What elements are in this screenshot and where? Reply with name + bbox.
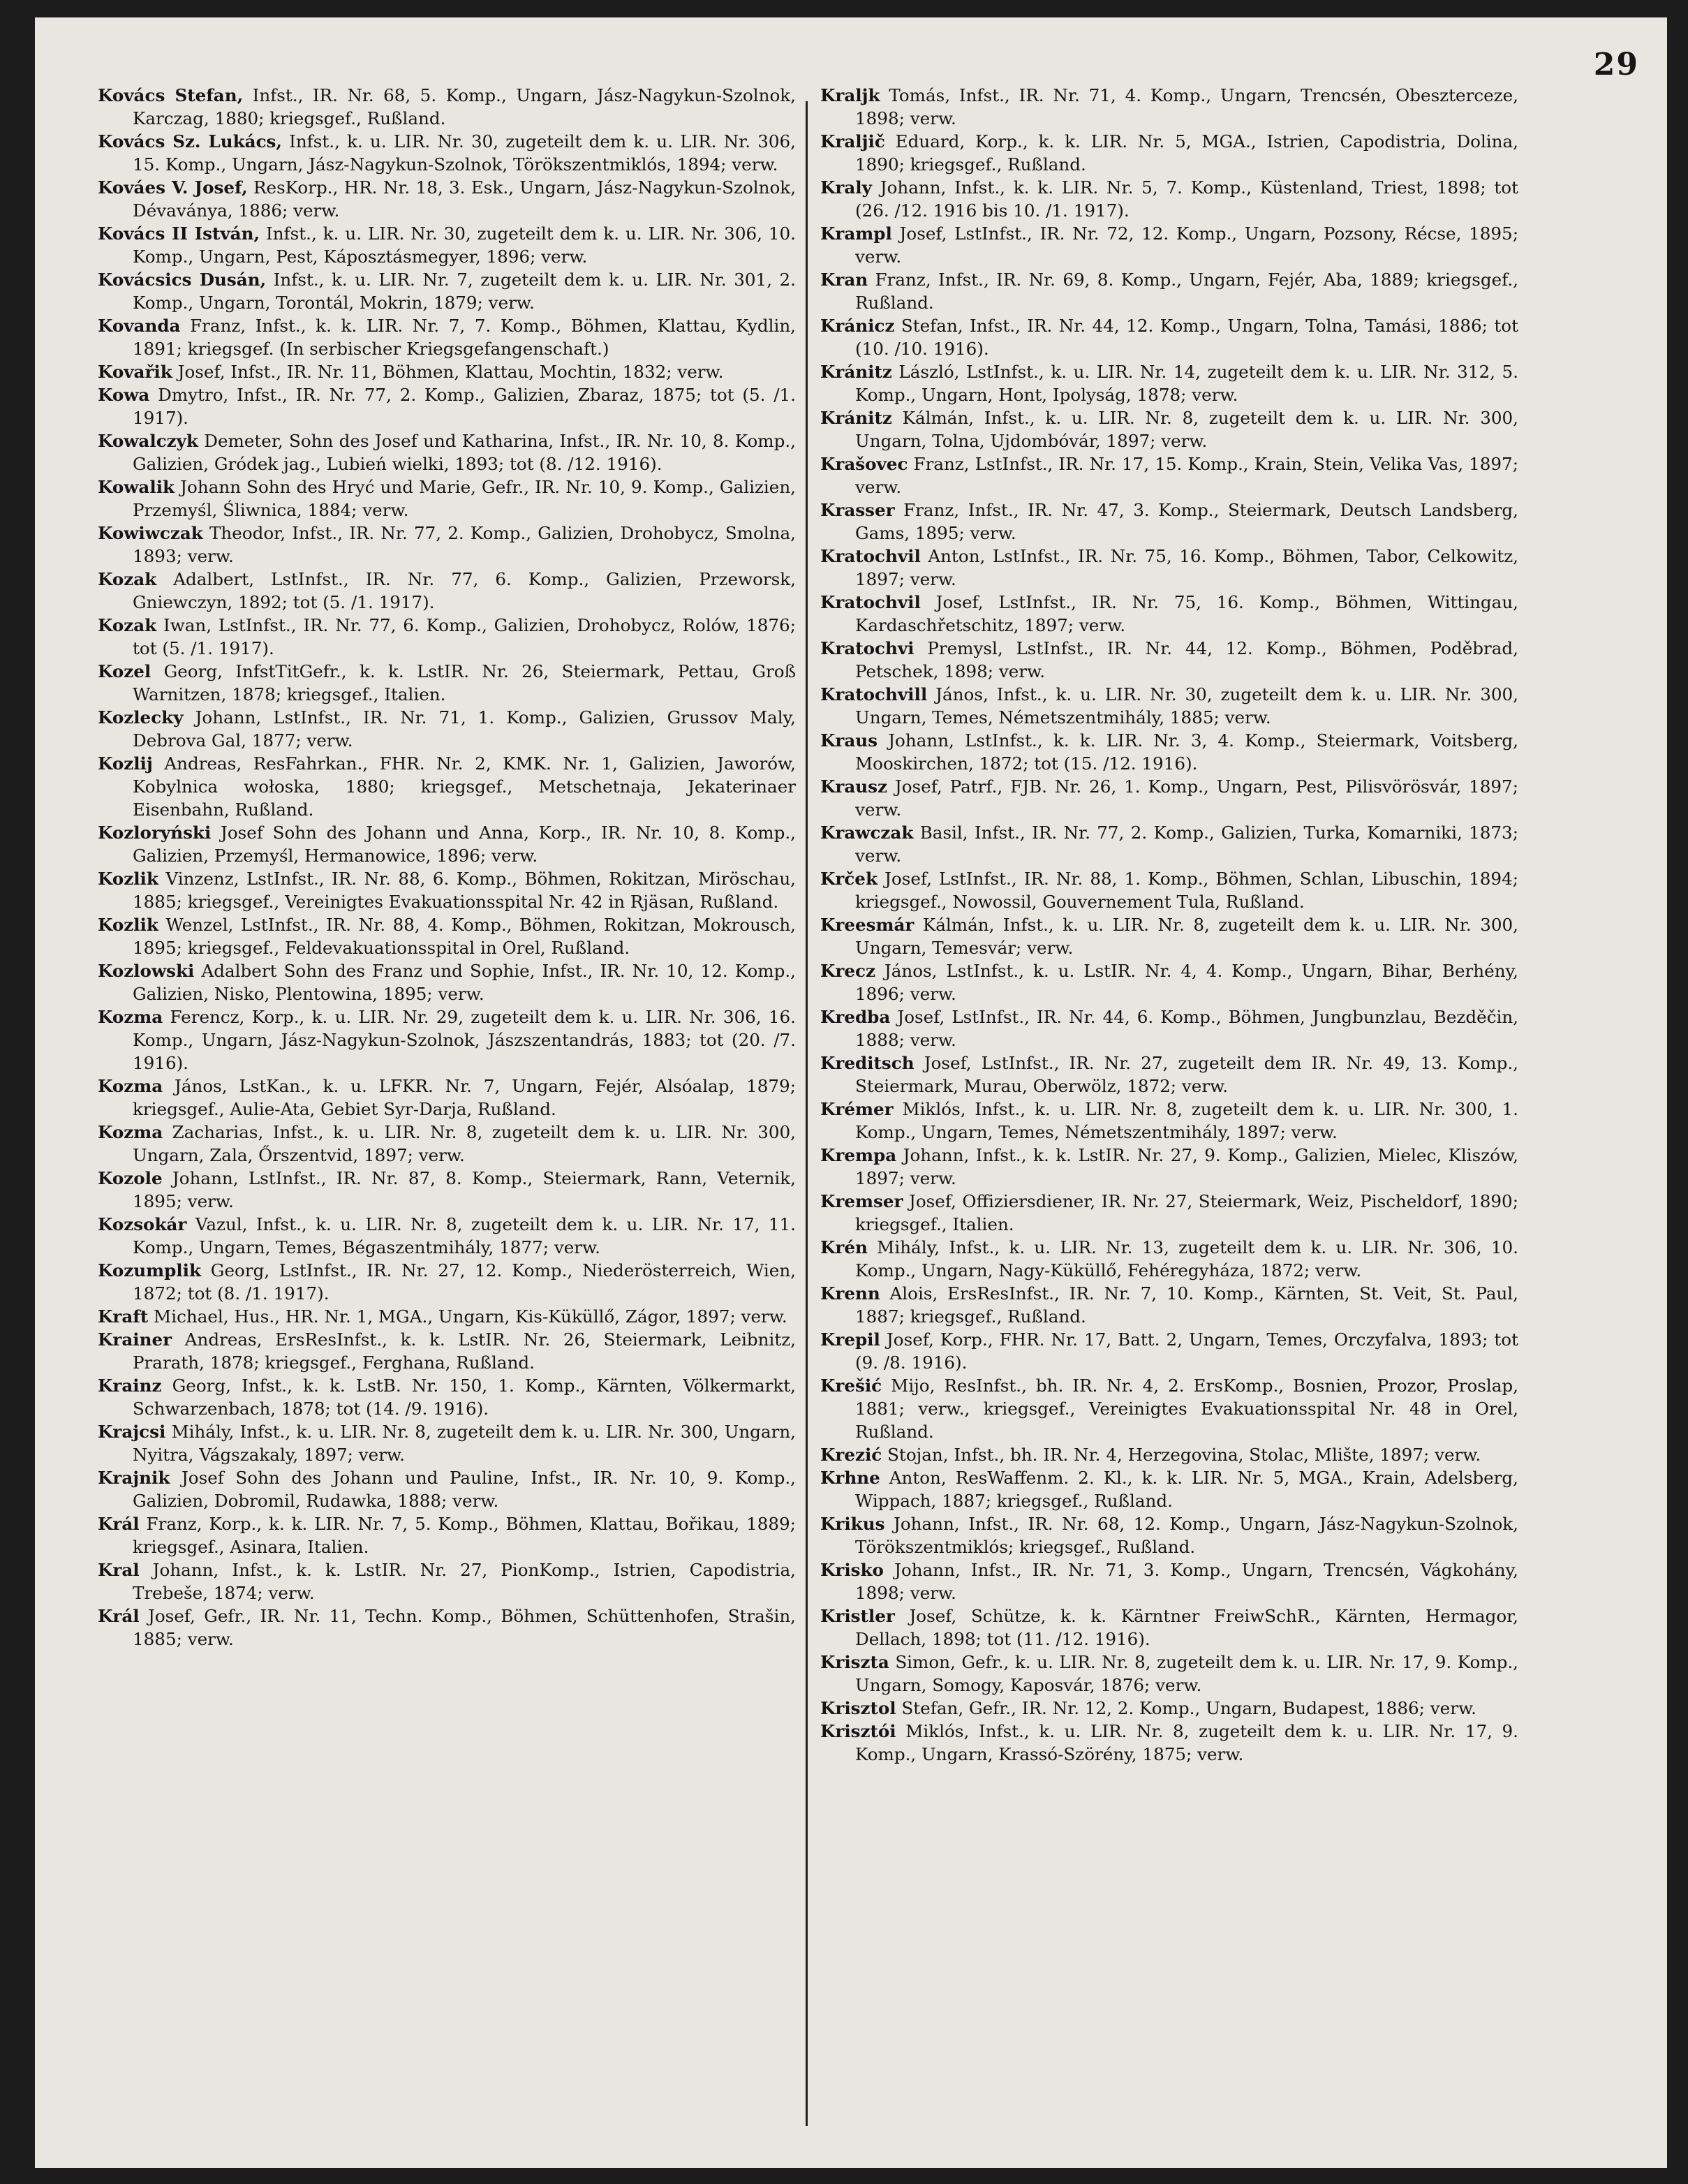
entry-details: Georg, Infst., k. k. LstB. Nr. 150, 1. Komp., Kärnten, Völkermarkt, Schwarzenbach, 1878; tot (14. /9. 1916). <box>133 1375 796 1419</box>
entry-details: Mihály, Infst., k. u. LIR. Nr. 13, zugeteilt dem k. u. LIR. Nr. 306, 10. Komp., Ungarn, Nagy-Küküllő, Fehéregyháza, 1872; verw. <box>855 1237 1518 1281</box>
entry-surname: Kozma <box>98 1007 163 1027</box>
entry-surname: Kreesmár <box>820 915 915 935</box>
entry-details: Josef, LstInfst., IR. Nr. 27, zugeteilt dem IR. Nr. 49, 13. Komp., Steiermark, Murau, Oberwölz, 1872; verw. <box>855 1053 1518 1096</box>
column-divider <box>806 101 808 2126</box>
register-entry <box>820 775 1518 821</box>
entry-surname: Kran <box>820 270 868 290</box>
register-entry <box>98 1259 796 1305</box>
register-entry <box>820 452 1518 499</box>
register-entry <box>98 383 796 429</box>
register-entry <box>820 1374 1518 1443</box>
entry-surname: Kratochvil <box>820 546 921 566</box>
entry-surname: Kral <box>98 1560 140 1580</box>
entry-details: Johann Sohn des Hryć und Marie, Gefr., IR. Nr. 10, 9. Komp., Galizien, Przemyśl, Śliwnica, 1884; verw. <box>133 477 796 520</box>
entry-details: Franz, Infst., k. k. LIR. Nr. 7, 7. Komp., Böhmen, Klattau, Kydlin, 1891; kriegsgef. (In serbischer Kriegsgefangenschaft.) <box>133 316 796 359</box>
register-entry <box>820 591 1518 637</box>
register-entry <box>98 84 796 130</box>
register-entry <box>98 429 796 475</box>
entry-details: Josef, LstInfst., IR. Nr. 44, 6. Komp., Böhmen, Jungbunzlau, Bezděčin, 1888; verw. <box>855 1007 1518 1050</box>
register-entry <box>98 660 796 706</box>
entry-details: Franz, Infst., IR. Nr. 69, 8. Komp., Ungarn, Fejér, Aba, 1889; kriegsgef., Rußland. <box>855 270 1518 313</box>
entry-details: Premysl, LstInfst., IR. Nr. 44, 12. Komp., Böhmen, Poděbrad, Petschek, 1898; verw. <box>855 638 1518 681</box>
register-entry <box>98 1604 796 1651</box>
register-entry <box>98 867 796 913</box>
entry-details: Georg, InfstTitGefr., k. k. LstIR. Nr. 26, Steiermark, Pettau, Groß Warnitzen, 1878; kriegsgef., Italien. <box>133 661 796 704</box>
entry-surname: Kriszta <box>820 1652 889 1672</box>
register-entry <box>820 1512 1518 1558</box>
entry-surname: Krasser <box>820 500 895 520</box>
entry-surname: Kránitz <box>820 362 892 382</box>
entry-details: Tomás, Infst., IR. Nr. 71, 4. Komp., Ungarn, Trencsén, Obeszterceze, 1898; verw. <box>855 85 1518 128</box>
register-entry <box>820 1720 1518 1766</box>
register-entry <box>820 84 1518 130</box>
entry-surname: Kovácsics Dusán, <box>98 270 267 290</box>
entry-details: Infst., k. u. LIR. Nr. 30, zugeteilt dem k. u. LIR. Nr. 306, 10. Komp., Ungarn, Pest, Káposztásmegyer, 1896; verw. <box>133 223 796 267</box>
register-entry <box>820 1558 1518 1604</box>
register-entry <box>820 1466 1518 1512</box>
right-column <box>820 84 1518 2157</box>
entry-details: Josef, Gefr., IR. Nr. 11, Techn. Komp., Böhmen, Schüttenhofen, Strašin, 1885; verw. <box>133 1606 796 1649</box>
entry-surname: Krisko <box>820 1560 884 1580</box>
register-entry <box>820 637 1518 683</box>
entry-details: Anton, ResWaffenm. 2. Kl., k. k. LIR. Nr. 5, MGA., Krain, Adelsberg, Wippach, 1887; kriegsgef., Rußland. <box>855 1468 1518 1511</box>
entry-surname: Kránitz <box>820 408 892 428</box>
entry-surname: Krawczak <box>820 822 914 843</box>
entry-details: Infst., k. u. LIR. Nr. 30, zugeteilt dem k. u. LIR. Nr. 306, 15. Komp., Ungarn, Jász-Nagykun-Szolnok, Törökszentmiklós, 1894; verw. <box>133 131 796 175</box>
register-entry <box>820 1144 1518 1190</box>
entry-details: Franz, Infst., IR. Nr. 47, 3. Komp., Steiermark, Deutsch Landsberg, Gams, 1895; verw. <box>855 500 1518 543</box>
entry-surname: Kozlik <box>98 869 158 889</box>
register-entry <box>820 1098 1518 1144</box>
entry-details: Iwan, LstInfst., IR. Nr. 77, 6. Komp., Galizien, Drohobycz, Rolów, 1876; tot (5. /1. 1917). <box>133 615 796 658</box>
entry-surname: Krisztói <box>820 1721 896 1741</box>
entry-surname: Kratochvill <box>820 684 928 704</box>
entry-details: Michael, Hus., HR. Nr. 1, MGA., Ungarn, Kis-Küküllő, Zágor, 1897; verw. <box>148 1306 787 1327</box>
entry-details: Kálmán, Infst., k. u. LIR. Nr. 8, zugeteilt dem k. u. LIR. Nr. 300, Ungarn, Tolna, Ujdombóvár, 1897; verw. <box>855 408 1518 451</box>
entry-surname: Kratochvi <box>820 638 915 658</box>
entry-details: Theodor, Infst., IR. Nr. 77, 2. Komp., Galizien, Drohobycz, Smolna, 1893; verw. <box>133 523 796 566</box>
entry-surname: Kraljič <box>820 131 885 152</box>
register-entry <box>98 706 796 752</box>
register-entry <box>820 314 1518 360</box>
register-entry <box>98 1466 796 1512</box>
entry-details: Mihály, Infst., k. u. LIR. Nr. 8, zugeteilt dem k. u. LIR. Nr. 300, Ungarn, Nyitra, Vágszakaly, 1897; verw. <box>133 1422 796 1465</box>
document-page <box>35 17 1667 2168</box>
entry-details: Vinzenz, LstInfst., IR. Nr. 88, 6. Komp., Böhmen, Rokitzan, Miröschau, 1885; kriegsgef., Vereinigtes Evakuationsspital Nr. 42 in Rjäsan, Rußland. <box>133 869 796 912</box>
entry-surname: Kristler <box>820 1606 895 1626</box>
register-entry <box>98 1374 796 1420</box>
entry-surname: Kozak <box>98 615 157 635</box>
entry-details: Josef, Korp., FHR. Nr. 17, Batt. 2, Ungarn, Temes, Orczyfalva, 1893; tot (9. /8. 1916). <box>855 1329 1518 1373</box>
entry-surname: Kovařik <box>98 362 172 382</box>
entry-surname: Krajnik <box>98 1468 170 1488</box>
register-entry <box>98 522 796 568</box>
entry-details: Eduard, Korp., k. k. LIR. Nr. 5, MGA., Istrien, Capodistria, Dolina, 1890; kriegsgef., Rußland. <box>855 131 1518 175</box>
entry-surname: Kozma <box>98 1122 163 1142</box>
register-entry <box>820 1005 1518 1052</box>
register-entry <box>820 821 1518 867</box>
entry-details: Alois, ErsResInfst., IR. Nr. 7, 10. Komp., Kärnten, St. Veit, St. Paul, 1887; kriegsgef., Rußland. <box>855 1283 1518 1327</box>
entry-details: László, LstInfst., k. u. LIR. Nr. 14, zugeteilt dem k. u. LIR. Nr. 312, 5. Komp., Ungarn, Hont, Ipolyság, 1878; verw. <box>855 362 1518 405</box>
entry-details: Josef, Patrf., FJB. Nr. 26, 1. Komp., Ungarn, Pest, Pilisvörösvár, 1897; verw. <box>855 776 1518 820</box>
entry-details: Simon, Gefr., k. u. LIR. Nr. 8, zugeteilt dem k. u. LIR. Nr. 17, 9. Komp., Ungarn, Somogy, Kaposvár, 1876; verw. <box>855 1652 1518 1695</box>
entry-surname: Krikus <box>820 1514 885 1534</box>
entry-surname: Krezić <box>820 1445 882 1465</box>
entry-surname: Kovács Sz. Lukács, <box>98 131 282 152</box>
entry-details: Vazul, Infst., k. u. LIR. Nr. 8, zugeteilt dem k. u. LIR. Nr. 17, 11. Komp., Ungarn, Temes, Bégaszentmihály, 1877; verw. <box>133 1214 796 1257</box>
entry-details: ResKorp., HR. Nr. 18, 3. Esk., Ungarn, Jász-Nagykun-Szolnok, Dévaványa, 1886; verw. <box>133 177 796 221</box>
entry-details: Johann, Infst., k. k. LstIR. Nr. 27, PionKomp., Istrien, Capodistria, Trebeše, 1874; verw. <box>133 1560 796 1603</box>
entry-surname: Král <box>98 1606 140 1626</box>
entry-surname: Kozma <box>98 1076 163 1096</box>
entry-surname: Krainz <box>98 1375 162 1396</box>
entry-surname: Kowalczyk <box>98 431 198 451</box>
entry-details: Franz, LstInfst., IR. Nr. 17, 15. Komp., Krain, Stein, Velika Vas, 1897; verw. <box>855 454 1518 497</box>
entry-details: Miklós, Infst., k. u. LIR. Nr. 8, zugeteilt dem k. u. LIR. Nr. 300, 1. Komp., Ungarn, Temes, Németszentmihály, 1897; verw. <box>855 1099 1518 1142</box>
entry-details: Josef Sohn des Johann und Pauline, Infst., IR. Nr. 10, 9. Komp., Galizien, Dobromil, Rudawka, 1888; verw. <box>133 1468 796 1511</box>
register-entry <box>820 959 1518 1005</box>
entry-surname: Kozsokár <box>98 1214 187 1234</box>
entry-surname: Kratochvil <box>820 592 921 612</box>
register-entry <box>820 1190 1518 1236</box>
entry-surname: Král <box>98 1514 140 1534</box>
register-entry <box>98 268 796 314</box>
entry-details: Zacharias, Infst., k. u. LIR. Nr. 8, zugeteilt dem k. u. LIR. Nr. 300, Ungarn, Zala, Őrszentvid, 1897; verw. <box>133 1122 796 1165</box>
entry-details: Josef, Infst., IR. Nr. 11, Böhmen, Klattau, Mochtin, 1832; verw. <box>172 362 724 382</box>
entry-surname: Krašovec <box>820 454 908 474</box>
entry-details: Demeter, Sohn des Josef und Katharina, Infst., IR. Nr. 10, 8. Komp., Galizien, Gródek jag., Lubień wielki, 1893; tot (8. /12. 1916). <box>133 431 796 474</box>
entry-surname: Krajcsi <box>98 1422 166 1442</box>
entry-details: Infst., k. u. LIR. Nr. 7, zugeteilt dem k. u. LIR. Nr. 301, 2. Komp., Ungarn, Torontál, Mokrin, 1879; verw. <box>133 270 796 313</box>
entry-details: Mijo, ResInfst., bh. IR. Nr. 4, 2. ErsKomp., Bosnien, Prozor, Proslap, 1881; verw., kriegsgef., Vereinigtes Evakuationsspital Nr. 48 in Orel, Rußland. <box>855 1375 1518 1442</box>
register-entry <box>820 1604 1518 1651</box>
register-entry <box>98 568 796 614</box>
entry-surname: Kovanda <box>98 316 181 336</box>
entry-details: János, Infst., k. u. LIR. Nr. 30, zugeteilt dem k. u. LIR. Nr. 300, Ungarn, Temes, Németszentmihály, 1885; verw. <box>855 684 1518 728</box>
register-entry <box>98 1167 796 1213</box>
entry-surname: Kowiwczak <box>98 523 203 543</box>
register-entry <box>98 959 796 1005</box>
register-entry <box>820 545 1518 591</box>
entry-details: Stojan, Infst., bh. IR. Nr. 4, Herzegovina, Stolac, Mlište, 1897; verw. <box>882 1445 1481 1465</box>
entry-surname: Kozak <box>98 569 157 589</box>
entry-surname: Kozloryński <box>98 822 212 843</box>
entry-details: Miklós, Infst., k. u. LIR. Nr. 8, zugeteilt dem k. u. LIR. Nr. 17, 9. Komp., Ungarn, Krassó-Szörény, 1875; verw. <box>855 1721 1518 1764</box>
register-entry <box>98 222 796 268</box>
entry-surname: Kozel <box>98 661 151 681</box>
entry-surname: Kozumplik <box>98 1260 202 1281</box>
entry-surname: Krainer <box>98 1329 172 1350</box>
entry-details: Kálmán, Infst., k. u. LIR. Nr. 8, zugeteilt dem k. u. LIR. Nr. 300, Ungarn, Temesvár; verw. <box>855 915 1518 958</box>
register-entry <box>98 1558 796 1604</box>
register-entry <box>820 867 1518 913</box>
entry-surname: Kowa <box>98 385 150 405</box>
entry-surname: Kozlik <box>98 915 158 935</box>
entry-details: Adalbert Sohn des Franz und Sophie, Infst., IR. Nr. 10, 12. Komp., Galizien, Nisko, Plentowina, 1895; verw. <box>133 961 796 1004</box>
entry-surname: Krausz <box>820 776 887 797</box>
register-entry <box>820 913 1518 959</box>
entry-surname: Krhne <box>820 1468 880 1488</box>
entry-details: Josef, LstInfst., IR. Nr. 88, 1. Komp., Böhmen, Schlan, Libuschin, 1894; kriegsgef., Nowossil, Gouvernement Tula, Rußland. <box>855 869 1518 912</box>
entry-details: Dmytro, Infst., IR. Nr. 77, 2. Komp., Galizien, Zbaraz, 1875; tot (5. /1. 1917). <box>133 385 796 428</box>
entry-details: Josef, LstInfst., IR. Nr. 75, 16. Komp., Böhmen, Wittingau, Kardaschřetschitz, 1897; verw. <box>855 592 1518 635</box>
register-entry <box>98 752 796 821</box>
left-column <box>98 84 796 2157</box>
entry-surname: Kraft <box>98 1306 149 1327</box>
entry-surname: Kredba <box>820 1007 891 1027</box>
entry-details: János, LstKan., k. u. LFKR. Nr. 7, Ungarn, Fejér, Alsóalap, 1879; kriegsgef., Aulie-Ata, Gebiet Syr-Darja, Rußland. <box>133 1076 796 1119</box>
entry-surname: Kraus <box>820 730 878 751</box>
entry-details: Infst., IR. Nr. 68, 5. Komp., Ungarn, Jász-Nagykun-Szolnok, Karczag, 1880; kriegsgef., Rußland. <box>133 85 796 128</box>
entry-surname: Kozlowski <box>98 961 195 981</box>
entry-surname: Krček <box>820 869 878 889</box>
entry-details: Anton, LstInfst., IR. Nr. 75, 16. Komp., Böhmen, Tabor, Celkowitz, 1897; verw. <box>855 546 1518 589</box>
entry-details: Johann, LstInfst., IR. Nr. 71, 1. Komp., Galizien, Grussov Maly, Debrova Gal, 1877; verw. <box>133 707 796 751</box>
entry-details: Franz, Korp., k. k. LIR. Nr. 7, 5. Komp., Böhmen, Klattau, Bořikau, 1889; kriegsgef., Asinara, Italien. <box>133 1514 796 1557</box>
register-entry <box>98 176 796 222</box>
entry-surname: Kraly <box>820 177 872 198</box>
register-entry <box>98 1305 796 1328</box>
page-number: 29 <box>1593 47 1639 82</box>
entry-surname: Kremser <box>820 1191 903 1211</box>
entry-details: Ferencz, Korp., k. u. LIR. Nr. 29, zugeteilt dem k. u. LIR. Nr. 306, 16. Komp., Ungarn, Jász-Nagykun-Szolnok, Jászszentandrás, 1883; tot (20. /7. 1916). <box>133 1007 796 1073</box>
entry-surname: Krén <box>820 1237 868 1257</box>
register-entry <box>98 1328 796 1374</box>
register-entry <box>98 1121 796 1167</box>
register-entry <box>820 499 1518 545</box>
entry-details: Andreas, ResFahrkan., FHR. Nr. 2, KMK. Nr. 1, Galizien, Jaworów, Kobylnica wołoska, 1880; kriegsgef., Metschetnaja, Jekaterinaer Eisenbahn, Rußland. <box>133 753 796 820</box>
entry-details: Georg, LstInfst., IR. Nr. 27, 12. Komp., Niederösterreich, Wien, 1872; tot (8. /1. 1917). <box>133 1260 796 1304</box>
register-entry <box>820 1651 1518 1697</box>
register-entry <box>820 1697 1518 1720</box>
entry-details: Johann, LstInfst., IR. Nr. 87, 8. Komp., Steiermark, Rann, Veternik, 1895; verw. <box>133 1168 796 1211</box>
entry-details: Stefan, Gefr., IR. Nr. 12, 2. Komp., Ungarn, Budapest, 1886; verw. <box>896 1698 1476 1718</box>
register-entry <box>820 130 1518 176</box>
register-entry <box>98 1420 796 1466</box>
entry-details: Johann, Infst., k. k. LIR. Nr. 5, 7. Komp., Küstenland, Triest, 1898; tot (26. /12. 1916 bis 10. /1. 1917). <box>855 177 1518 221</box>
register-entry <box>820 729 1518 775</box>
entry-surname: Kovács II István, <box>98 223 260 244</box>
entry-surname: Kovács Stefan, <box>98 85 244 105</box>
register-entry <box>98 130 796 176</box>
register-entry <box>98 1213 796 1259</box>
entry-details: Johann, Infst., IR. Nr. 71, 3. Komp., Ungarn, Trencsén, Vágkohány, 1898; verw. <box>855 1560 1518 1603</box>
entry-details: Johann, LstInfst., k. k. LIR. Nr. 3, 4. Komp., Steiermark, Voitsberg, Mooskirchen, 1872; tot (15. /12. 1916). <box>855 730 1518 774</box>
entry-surname: Kowalik <box>98 477 175 497</box>
register-entry <box>820 1236 1518 1282</box>
register-entry <box>98 360 796 383</box>
entry-details: Josef, Schütze, k. k. Kärntner FreiwSchR., Kärnten, Hermagor, Dellach, 1898; tot (11. /12. 1916). <box>855 1606 1518 1649</box>
entry-surname: Krepil <box>820 1329 880 1350</box>
register-entry <box>98 821 796 867</box>
entry-details: Wenzel, LstInfst., IR. Nr. 88, 4. Komp., Böhmen, Rokitzan, Mokrousch, 1895; kriegsgef., Feldevakuationsspital in Orel, Rußland. <box>133 915 796 958</box>
register-entry <box>820 1282 1518 1328</box>
entry-details: János, LstInfst., k. u. LstIR. Nr. 4, 4. Komp., Ungarn, Bihar, Berhény, 1896; verw. <box>855 961 1518 1004</box>
entry-surname: Krisztol <box>820 1698 896 1718</box>
entry-details: Johann, Infst., IR. Nr. 68, 12. Komp., Ungarn, Jász-Nagykun-Szolnok, Törökszentmiklós; kriegsgef., Rußland. <box>855 1514 1518 1557</box>
entry-surname: Kraljk <box>820 85 880 105</box>
entry-surname: Kránicz <box>820 316 895 336</box>
entry-details: Basil, Infst., IR. Nr. 77, 2. Komp., Galizien, Turka, Komarniki, 1873; verw. <box>855 822 1518 866</box>
entry-surname: Krempa <box>820 1145 897 1165</box>
register-entry <box>98 1512 796 1558</box>
entry-surname: Kozlij <box>98 753 153 774</box>
entry-details: Andreas, ErsResInfst., k. k. LstIR. Nr. 26, Steiermark, Leibnitz, Prarath, 1878; kriegsgef., Ferghana, Rußland. <box>133 1329 796 1373</box>
register-entry <box>98 1005 796 1075</box>
entry-surname: Krešić <box>820 1375 882 1396</box>
register-entry <box>820 1052 1518 1098</box>
entry-details: Josef, Offiziersdiener, IR. Nr. 27, Steiermark, Weiz, Pischeldorf, 1890; kriegsgef., Italien. <box>855 1191 1518 1234</box>
register-entry <box>98 614 796 660</box>
entry-surname: Krampl <box>820 223 892 244</box>
entry-surname: Kozole <box>98 1168 163 1188</box>
register-entry <box>820 406 1518 452</box>
entry-details: Josef, LstInfst., IR. Nr. 72, 12. Komp., Ungarn, Pozsony, Récse, 1895; verw. <box>855 223 1518 267</box>
entry-surname: Kozlecky <box>98 707 184 728</box>
entry-details: Stefan, Infst., IR. Nr. 44, 12. Komp., Ungarn, Tolna, Tamási, 1886; tot (10. /10. 1916). <box>855 316 1518 359</box>
register-entry <box>98 1075 796 1121</box>
entry-details: Josef Sohn des Johann und Anna, Korp., IR. Nr. 10, 8. Komp., Galizien, Przemyśl, Hermanowice, 1896; verw. <box>133 822 796 866</box>
register-entry <box>820 268 1518 314</box>
entry-surname: Krenn <box>820 1283 880 1304</box>
entry-surname: Krecz <box>820 961 875 981</box>
register-entry <box>98 913 796 959</box>
entry-surname: Kreditsch <box>820 1053 915 1073</box>
register-entry <box>820 360 1518 406</box>
register-entry <box>820 222 1518 268</box>
entry-surname: Krémer <box>820 1099 894 1119</box>
register-entry <box>820 1328 1518 1374</box>
entry-surname: Kováes V. Josef, <box>98 177 248 198</box>
register-entry <box>820 1443 1518 1466</box>
register-entry <box>820 683 1518 729</box>
register-entry <box>98 314 796 360</box>
register-entry <box>98 475 796 522</box>
entry-details: Adalbert, LstInfst., IR. Nr. 77, 6. Komp., Galizien, Przeworsk, Gniewczyn, 1892; tot (5. /1. 1917). <box>133 569 796 612</box>
entry-details: Johann, Infst., k. k. LstIR. Nr. 27, 9. Komp., Galizien, Mielec, Kliszów, 1897; verw. <box>855 1145 1518 1188</box>
register-entry <box>820 176 1518 222</box>
